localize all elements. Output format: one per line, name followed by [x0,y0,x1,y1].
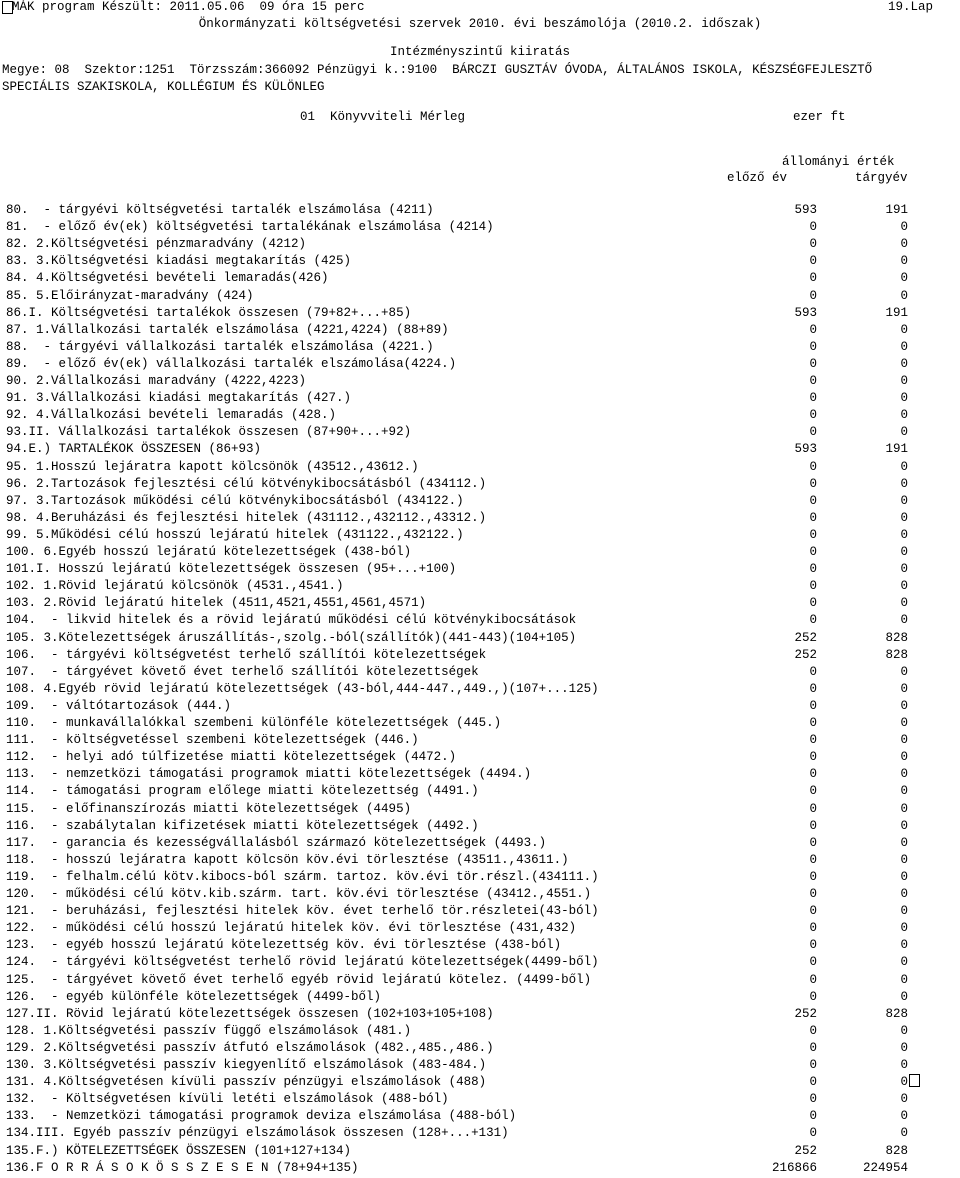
unit-label: ezer ft [793,110,846,124]
table-row [0,750,960,767]
current-year-value: 0 [900,921,908,936]
current-year-value: 0 [900,579,908,594]
table-row [0,1024,960,1041]
table-row [0,870,960,887]
prev-year-value: 0 [809,408,817,423]
table-row [0,391,960,408]
row-label: 108. 4.Egyéb rövid lejáratú kötelezettségek (43-ból,444-447.,449.,)(107+...125) [6,681,599,696]
report-type: Intézményszintű kiiratás [389,45,571,59]
table-row [0,323,960,340]
table-row [0,904,960,921]
prev-year-value: 252 [794,1006,817,1021]
row-label: 80. - tárgyévi költségvetési tartalék elszámolása (4211) [6,203,434,217]
current-year-value: 0 [900,425,908,440]
row-label: 87. 1.Vállalkozási tartalék elszámolása (4221,4224) (88+89) [6,322,449,337]
row-label: 94.E.) TARTALÉKOK ÖSSZESEN (86+93) [6,442,262,457]
row-label: 102. 1.Rövid lejáratú kölcsönök (4531.,4541.) [6,579,344,594]
prev-year-value: 0 [809,237,817,252]
row-label: 135.F.) KÖTELEZETTSÉGEK ÖSSZESEN (101+127+134) [6,1143,352,1158]
table-row [0,819,960,836]
row-label: 95. 1.Hosszú lejáratra kapott kölcsönök (43512.,43612.) [6,459,419,474]
current-year-value: 0 [900,750,908,765]
prev-year-value: 0 [809,322,817,337]
current-year-value: 0 [900,887,908,901]
row-label: 111. - költségvetéssel szembeni kötelezettségek (446.) [6,733,419,748]
current-year-value: 0 [900,322,908,337]
table-row [0,545,960,562]
prev-year-value: 0 [809,579,817,594]
row-label: 97. 3.Tartozások működési célú kötvénykibocsátásból (434122.) [6,493,464,508]
column-prev-year: előző év [727,171,788,185]
prev-year-value: 593 [794,203,817,217]
table-row [0,374,960,391]
current-year-value: 0 [900,220,908,235]
table-row [0,408,960,425]
table-row [0,648,960,665]
row-label: 126. - egyéb különféle kötelezettségek (4499-ből) [6,989,382,1004]
row-label: 86.I. Költségvetési tartalékok összesen (79+82+...+85) [6,305,412,320]
table-row [0,887,960,904]
prev-year-value: 0 [809,271,817,286]
row-label: 110. - munkavállalókkal szembeni különféle kötelezettségek (445.) [6,716,502,730]
current-year-value: 828 [885,647,908,662]
prev-year-value: 0 [809,339,817,354]
prev-year-value: 0 [809,767,817,782]
current-year-value: 0 [900,1058,908,1072]
table-row [0,1041,960,1058]
prev-year-value: 0 [809,596,817,611]
current-year-value: 0 [900,356,908,371]
table-row [0,1058,960,1075]
table-row [0,990,960,1007]
row-label: 131. 4.Költségvetésen kívüli passzív pénzügyi elszámolások (488) [6,1075,487,1090]
prev-year-value: 0 [809,698,817,713]
prev-year-value: 252 [794,647,817,662]
row-label: 89. - előző év(ek) vállalkozási tartalék elszámolása(4224.) [6,356,457,371]
current-year-value: 191 [885,442,908,457]
form-title: 01 Könyvviteli Mérleg [300,110,466,124]
current-year-value: 224954 [862,1160,908,1175]
table-row [0,1092,960,1109]
prev-year-value: 0 [809,1040,817,1055]
row-label: 92. 4.Vállalkozási bevételi lemaradás (428.) [6,408,337,423]
table-row [0,203,960,220]
prev-year-value: 0 [809,801,817,816]
prev-year-value: 0 [809,887,817,901]
current-year-value: 0 [900,1040,908,1055]
current-year-value: 0 [900,1075,908,1090]
current-year-value: 0 [900,510,908,525]
row-label: 132. - Költségvetésen kívüli letéti elszámolások (488-ból) [6,1092,449,1107]
current-year-value: 0 [900,852,908,867]
prev-year-value: 593 [794,442,817,457]
current-year-value: 0 [900,493,908,508]
prev-year-value: 0 [809,835,817,850]
row-label: 130. 3.Költségvetési passzív kiegyenlítő elszámolások (483-484.) [6,1058,487,1072]
prev-year-value: 0 [809,613,817,628]
row-label: 101.I. Hosszú lejáratú kötelezettségek összesen (95+...+100) [6,562,457,577]
row-label: 84. 4.Költségvetési bevételi lemaradás(426) [6,271,329,286]
current-year-value: 0 [900,527,908,542]
table-row [0,784,960,801]
current-year-value: 0 [900,459,908,474]
prev-year-value: 252 [794,1143,817,1158]
prev-year-value: 0 [809,818,817,833]
current-year-value: 0 [900,613,908,628]
current-year-value: 0 [900,818,908,833]
institution-line-1: Megye: 08 Szektor:1251 Törzsszám:366092 Pénzügyi k.:9100 BÁRCZI GUSZTÁV ÓVODA, ÁLTALÁNOS ISKOLA, KÉSZSÉGFEJLESZTŐ [2,63,873,77]
prev-year-value: 0 [809,1058,817,1072]
row-label: 91. 3.Vállalkozási kiadási megtakarítás (427.) [6,391,352,406]
prev-year-value: 0 [809,716,817,730]
report-title: Önkormányzati költségvetési szervek 2010. évi beszámolója (2010.2. időszak) [198,17,762,31]
prev-year-value: 0 [809,1023,817,1038]
current-year-value: 0 [900,869,908,884]
current-year-value: 0 [900,374,908,388]
page-number: 19.Lap [888,0,934,14]
prev-year-value: 0 [809,784,817,799]
prev-year-value: 0 [809,1126,817,1141]
current-year-value: 0 [900,938,908,953]
current-year-value: 0 [900,716,908,730]
table-row [0,528,960,545]
row-label: 100. 6.Egyéb hosszú lejáratú kötelezettségek (438-ból) [6,545,412,559]
table-row [0,289,960,306]
current-year-value: 0 [900,1126,908,1141]
table-row [0,237,960,254]
current-year-value: 0 [900,1092,908,1107]
row-label: 119. - felhalm.célú kötv.kibocs-ból szárm. tartoz. köv.évi tör.részl.(434111.) [6,869,599,884]
prev-year-value: 0 [809,1092,817,1107]
prev-year-value: 252 [794,630,817,645]
row-label: 134.III. Egyéb passzív pénzügyi elszámolások összesen (128+...+131) [6,1126,509,1141]
row-label: 120. - működési célú kötv.kib.szárm. tart. köv.évi törlesztése (43412.,4551.) [6,887,592,901]
prev-year-value: 593 [794,305,817,320]
row-label: 106. - tárgyévi költségvetést terhelő szállítói kötelezettségek [6,647,487,662]
current-year-value: 0 [900,339,908,354]
current-year-value: 0 [900,476,908,491]
current-year-value: 828 [885,630,908,645]
table-row [0,1126,960,1143]
table-row [0,955,960,972]
current-year-value: 0 [900,733,908,748]
prev-year-value: 0 [809,1075,817,1090]
table-row [0,716,960,733]
table-row [0,682,960,699]
prev-year-value: 0 [809,955,817,970]
row-label: 99. 5.Működési célú hosszú lejáratú hitelek (431122.,432122.) [6,527,464,542]
current-year-value: 0 [900,254,908,269]
prev-year-value: 0 [809,254,817,269]
current-year-value: 828 [885,1143,908,1158]
table-row [0,306,960,323]
table-row [0,1007,960,1024]
current-year-value: 0 [900,664,908,679]
prev-year-value: 0 [809,425,817,440]
table-row [0,938,960,955]
current-year-value: 0 [900,972,908,987]
table-row [0,665,960,682]
prev-year-value: 0 [809,545,817,559]
row-label: 103. 2.Rövid lejáratú hitelek (4511,4521,4551,4561,4571) [6,596,427,611]
prev-year-value: 0 [809,750,817,765]
row-label: 117. - garancia és kezességvállalásból származó kötelezettségek (4493.) [6,835,547,850]
prev-year-value: 0 [809,356,817,371]
table-row [0,254,960,271]
prev-year-value: 0 [809,220,817,235]
prev-year-value: 0 [809,527,817,542]
current-year-value: 0 [900,271,908,286]
table-row [0,357,960,374]
prev-year-value: 0 [809,374,817,388]
current-year-value: 0 [900,391,908,406]
row-label: 116. - szabálytalan kifizetések miatti kötelezettségek (4492.) [6,818,479,833]
current-year-value: 0 [900,955,908,970]
table-row [0,699,960,716]
table-row [0,425,960,442]
table-row [0,596,960,613]
current-year-value: 0 [900,237,908,252]
current-year-value: 191 [885,203,908,217]
row-label: 88. - tárgyévi vállalkozási tartalék elszámolása (4221.) [6,339,434,354]
row-label: 104. - likvid hitelek és a rövid lejáratú működési célú kötvénykibocsátások [6,613,577,628]
current-year-value: 0 [900,801,908,816]
row-label: 113. - nemzetközi támogatási programok miatti kötelezettségek (4494.) [6,767,532,782]
row-label: 82. 2.Költségvetési pénzmaradvány (4212) [6,237,307,252]
current-year-value: 0 [900,835,908,850]
table-row [0,460,960,477]
prev-year-value: 0 [809,733,817,748]
prev-year-value: 0 [809,904,817,919]
row-label: 98. 4.Beruházási és fejlesztési hitelek (431112.,432112.,43312.) [6,510,487,525]
prev-year-value: 0 [809,288,817,303]
table-row [0,1075,960,1092]
current-year-value: 0 [900,698,908,713]
row-label: 107. - tárgyévet követő évet terhelő szállítói kötelezettségek [6,664,479,679]
column-current-year: tárgyév [855,171,908,185]
current-year-value: 0 [900,681,908,696]
row-label: 96. 2.Tartozások fejlesztési célú kötvénykibocsátásból (434112.) [6,476,487,491]
row-label: 125. - tárgyévet követő évet terhelő egyéb rövid lejáratú kötelez. (4499-ből) [6,972,592,987]
table-row [0,579,960,596]
row-label: 123. - egyéb hosszú lejáratú kötelezettség köv. évi törlesztése (438-ból) [6,938,562,953]
prev-year-value: 0 [809,938,817,953]
table-row [0,271,960,288]
prev-year-value: 0 [809,493,817,508]
table-row [0,631,960,648]
row-label: 83. 3.Költségvetési kiadási megtakarítás (425) [6,254,352,269]
row-label: 129. 2.Költségvetési passzív átfutó elszámolások (482.,485.,486.) [6,1040,494,1055]
table-row [0,802,960,819]
prev-year-value: 0 [809,459,817,474]
table-row [0,853,960,870]
prev-year-value: 0 [809,510,817,525]
row-label: 114. - támogatási program előlege miatti kötelezettség (4491.) [6,784,479,799]
table-row [0,613,960,630]
row-label: 85. 5.Előirányzat-maradvány (424) [6,288,254,303]
row-label: 115. - előfinanszírozás miatti kötelezettségek (4495) [6,801,412,816]
row-label: 109. - váltótartozások (444.) [6,698,232,713]
current-year-value: 0 [900,904,908,919]
current-year-value: 0 [900,408,908,423]
prev-year-value: 0 [809,852,817,867]
prev-year-value: 216866 [771,1160,817,1175]
table-row [0,511,960,528]
prev-year-value: 0 [809,476,817,491]
prev-year-value: 0 [809,869,817,884]
row-label: 105. 3.Kötelezettségek áruszállítás-,szolg.-ból(szállítók)(441-443)(104+105) [6,630,577,645]
current-year-value: 0 [900,545,908,559]
row-label: 124. - tárgyévi költségvetést terhelő rövid lejáratú kötelezettségek(4499-ből) [6,955,599,970]
table-row [0,477,960,494]
table-row [0,767,960,784]
current-year-value: 0 [900,288,908,303]
table-row [0,220,960,237]
prev-year-value: 0 [809,562,817,577]
prev-year-value: 0 [809,391,817,406]
current-year-value: 0 [900,989,908,1004]
prev-year-value: 0 [809,681,817,696]
row-label: 121. - beruházási, fejlesztési hitelek köv. évet terhelő tör.részletei(43-ból) [6,904,599,919]
row-label: 127.II. Rövid lejáratú kötelezettségek összesen (102+103+105+108) [6,1006,494,1021]
table-row [0,1109,960,1126]
current-year-value: 191 [885,305,908,320]
table-row [0,733,960,750]
row-label: 112. - helyi adó túlfizetése miatti kötelezettségek (4472.) [6,750,457,765]
table-row [0,442,960,459]
table-row [0,340,960,357]
prev-year-value: 0 [809,989,817,1004]
table-row [0,494,960,511]
prev-year-value: 0 [809,664,817,679]
current-year-value: 0 [900,1023,908,1038]
table-row [0,836,960,853]
table-row [0,973,960,990]
row-label: 90. 2.Vállalkozási maradvány (4222,4223) [6,374,307,388]
row-label: 81. - előző év(ek) költségvetési tartalékának elszámolása (4214) [6,220,494,235]
current-year-value: 0 [900,1109,908,1124]
current-year-value: 0 [900,562,908,577]
row-label: 118. - hosszú lejáratra kapott kölcsön köv.évi törlesztése (43511.,43611.) [6,852,569,867]
row-label: 136.F O R R Á S O K Ö S S Z E S E N (78+94+135) [6,1160,359,1175]
checkbox-glyph-icon [909,1074,920,1087]
current-year-value: 0 [900,767,908,782]
row-label: 93.II. Vállalkozási tartalékok összesen (87+90+...+92) [6,425,412,440]
institution-line-2: SPECIÁLIS SZAKISKOLA, KOLLÉGIUM ÉS KÜLÖNLEG [2,80,325,94]
prev-year-value: 0 [809,972,817,987]
row-label: 122. - működési célú hosszú lejáratú hitelek köv. évi törlesztése (431,432) [6,921,577,936]
table-row [0,1144,960,1161]
prev-year-value: 0 [809,921,817,936]
table-row [0,562,960,579]
prev-year-value: 0 [809,1109,817,1124]
current-year-value: 828 [885,1006,908,1021]
current-year-value: 0 [900,784,908,799]
program-info: MÁK program Készült: 2011.05.06 09 óra 15 perc [12,0,365,14]
row-label: 128. 1.Költségvetési passzív függő elszámolások (481.) [6,1023,412,1038]
column-group-label: állományi érték [782,155,895,169]
current-year-value: 0 [900,596,908,611]
table-row [0,1161,960,1178]
row-label: 133. - Nemzetközi támogatási programok deviza elszámolása (488-ból) [6,1109,517,1124]
table-row [0,921,960,938]
